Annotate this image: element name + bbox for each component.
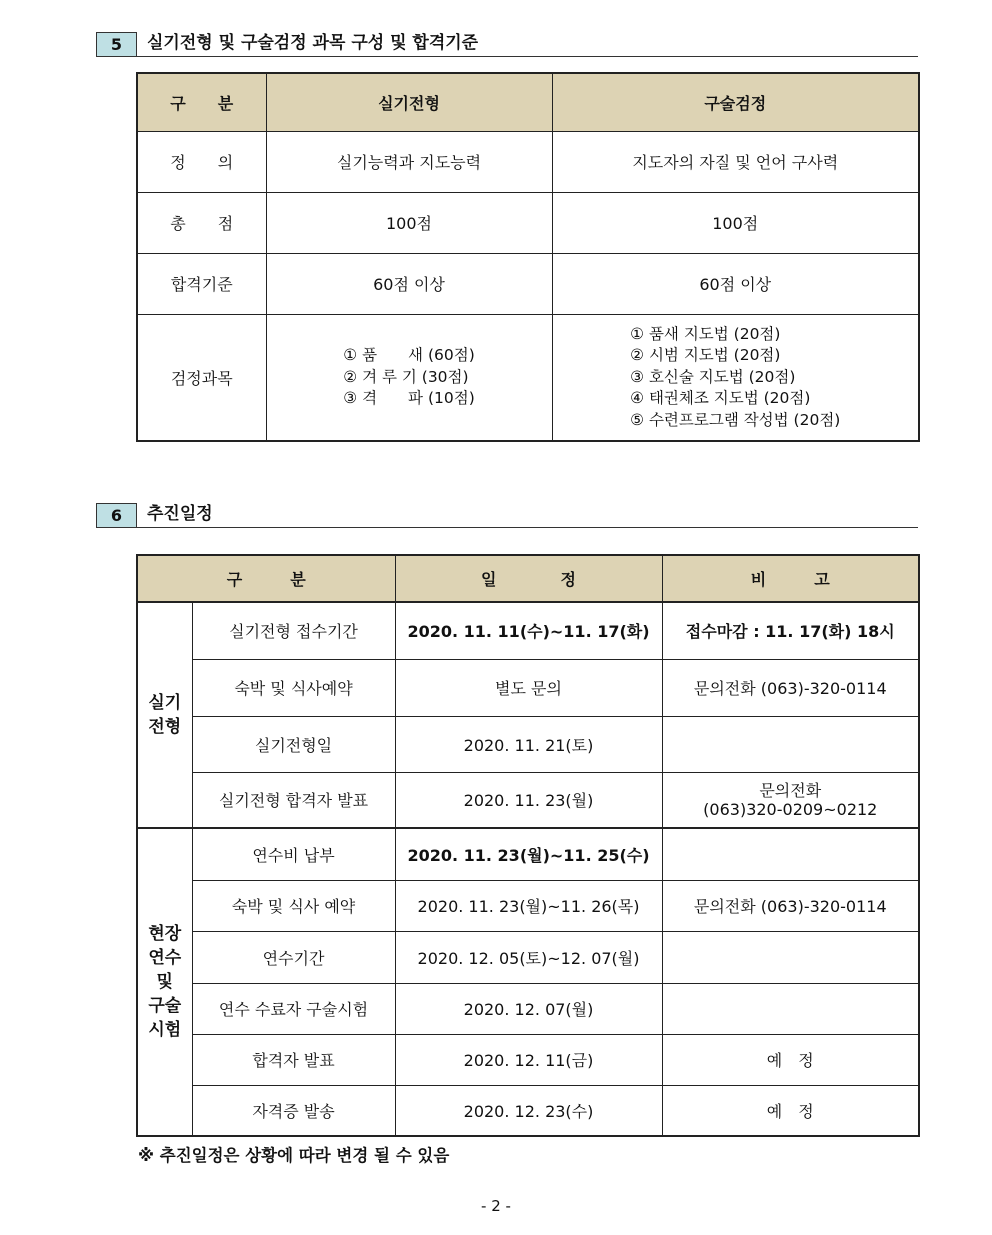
- table-row: [137, 659, 919, 716]
- header-remarks: 비 고: [662, 555, 919, 602]
- note-cell: [662, 983, 919, 1034]
- date-cell: 2020. 12. 05(토)~12. 07(월): [395, 931, 662, 983]
- list-item: ① 품새 지도법 (20점): [630, 324, 781, 343]
- note-cell: 문의전화 (063)-320-0114: [662, 659, 919, 716]
- date-cell: 2020. 11. 21(토): [395, 716, 662, 772]
- list-item: ① 품 새 (60점): [343, 346, 475, 364]
- oral-cell: 60점 이상: [552, 253, 919, 314]
- practical-subjects-list: [343, 345, 475, 410]
- oral-subjects-cell: [552, 314, 919, 441]
- list-item: ⑤ 수련프로그램 작성법 (20점): [630, 410, 841, 429]
- table-row: [137, 314, 919, 441]
- table-row: [137, 602, 919, 659]
- row-label: 검정과목: [137, 314, 266, 441]
- item-cell: 실기전형 합격자 발표: [192, 772, 395, 828]
- group-label-training: 현장 연수 및 구술 시험: [137, 828, 192, 1136]
- practical-cell: 실기능력과 지도능력: [266, 131, 552, 192]
- item-cell: 연수 수료자 구술시험: [192, 983, 395, 1034]
- header-category: 구 분: [137, 555, 395, 602]
- group-label-practical: 실기 전형: [137, 602, 192, 828]
- section-number: 6: [96, 503, 137, 527]
- practical-cell: 60점 이상: [266, 253, 552, 314]
- item-cell: 연수기간: [192, 931, 395, 983]
- schedule-footnote: ※ 추진일정은 상황에 따라 변경 될 수 있음: [138, 1146, 450, 1165]
- date-cell: 2020. 11. 11(수)~11. 17(화): [395, 602, 662, 659]
- list-item: ③ 호신술 지도법 (20점): [630, 367, 796, 386]
- list-item: ④ 태권체조 지도법 (20점): [630, 389, 811, 407]
- table-row: [137, 192, 919, 253]
- table-row: [137, 1034, 919, 1085]
- date-cell: 2020. 11. 23(월)~11. 25(수): [395, 828, 662, 880]
- section-number: 5: [96, 32, 137, 56]
- item-cell: 자격증 발송: [192, 1085, 395, 1136]
- note-cell: 문의전화 (063)-320-0114: [662, 880, 919, 931]
- list-item: ② 시범 지도법 (20점): [630, 346, 781, 364]
- header-practical: 실기전형: [266, 73, 552, 131]
- item-cell: 연수비 납부: [192, 828, 395, 880]
- section-5-header: [96, 32, 918, 57]
- note-cell: 접수마감 : 11. 17(화) 18시: [662, 602, 919, 659]
- section-title: 추진일정: [147, 504, 213, 524]
- item-cell: 숙박 및 식사 예약: [192, 880, 395, 931]
- header-oral: 구술검정: [552, 73, 919, 131]
- header-category: 구 분: [137, 73, 266, 131]
- table-row: [137, 880, 919, 931]
- list-item: ② 겨 루 기 (30점): [343, 367, 469, 386]
- oral-cell: 지도자의 자질 및 언어 구사력: [552, 131, 919, 192]
- item-cell: 합격자 발표: [192, 1034, 395, 1085]
- date-cell: 2020. 12. 07(월): [395, 983, 662, 1034]
- note-cell: [662, 828, 919, 880]
- table-row: [137, 828, 919, 880]
- row-label: 정 의: [137, 131, 266, 192]
- item-cell: 숙박 및 식사예약: [192, 659, 395, 716]
- note-cell: 예 정: [662, 1034, 919, 1085]
- table-row: [137, 131, 919, 192]
- table-row: [137, 983, 919, 1034]
- section-title: 실기전형 및 구술검정 과목 구성 및 합격기준: [147, 33, 479, 53]
- row-label: 총 점: [137, 192, 266, 253]
- note-cell: [662, 931, 919, 983]
- table-row: [137, 772, 919, 828]
- row-label: 합격기준: [137, 253, 266, 314]
- section-6-header: [96, 503, 918, 528]
- page-number: - 2 -: [481, 1197, 511, 1215]
- oral-subjects-list: [630, 324, 840, 432]
- date-cell: 2020. 12. 11(금): [395, 1034, 662, 1085]
- date-cell: 2020. 11. 23(월)~11. 26(목): [395, 880, 662, 931]
- date-cell: 2020. 12. 23(수): [395, 1085, 662, 1136]
- practical-cell: 100점: [266, 192, 552, 253]
- note-cell: 예 정: [662, 1085, 919, 1136]
- practical-subjects-cell: [266, 314, 552, 441]
- subjects-table: [136, 72, 920, 442]
- note-cell: 문의전화 (063)320-0209~0212: [662, 772, 919, 828]
- date-cell: 별도 문의: [395, 659, 662, 716]
- schedule-table: [136, 554, 920, 1137]
- item-cell: 실기전형 접수기간: [192, 602, 395, 659]
- oral-cell: 100점: [552, 192, 919, 253]
- header-schedule: 일 정: [395, 555, 662, 602]
- date-cell: 2020. 11. 23(월): [395, 772, 662, 828]
- table-row: [137, 253, 919, 314]
- note-cell: [662, 716, 919, 772]
- list-item: ③ 격 파 (10점): [343, 389, 475, 407]
- item-cell: 실기전형일: [192, 716, 395, 772]
- table-row: [137, 931, 919, 983]
- table-row: [137, 716, 919, 772]
- table-row: [137, 1085, 919, 1136]
